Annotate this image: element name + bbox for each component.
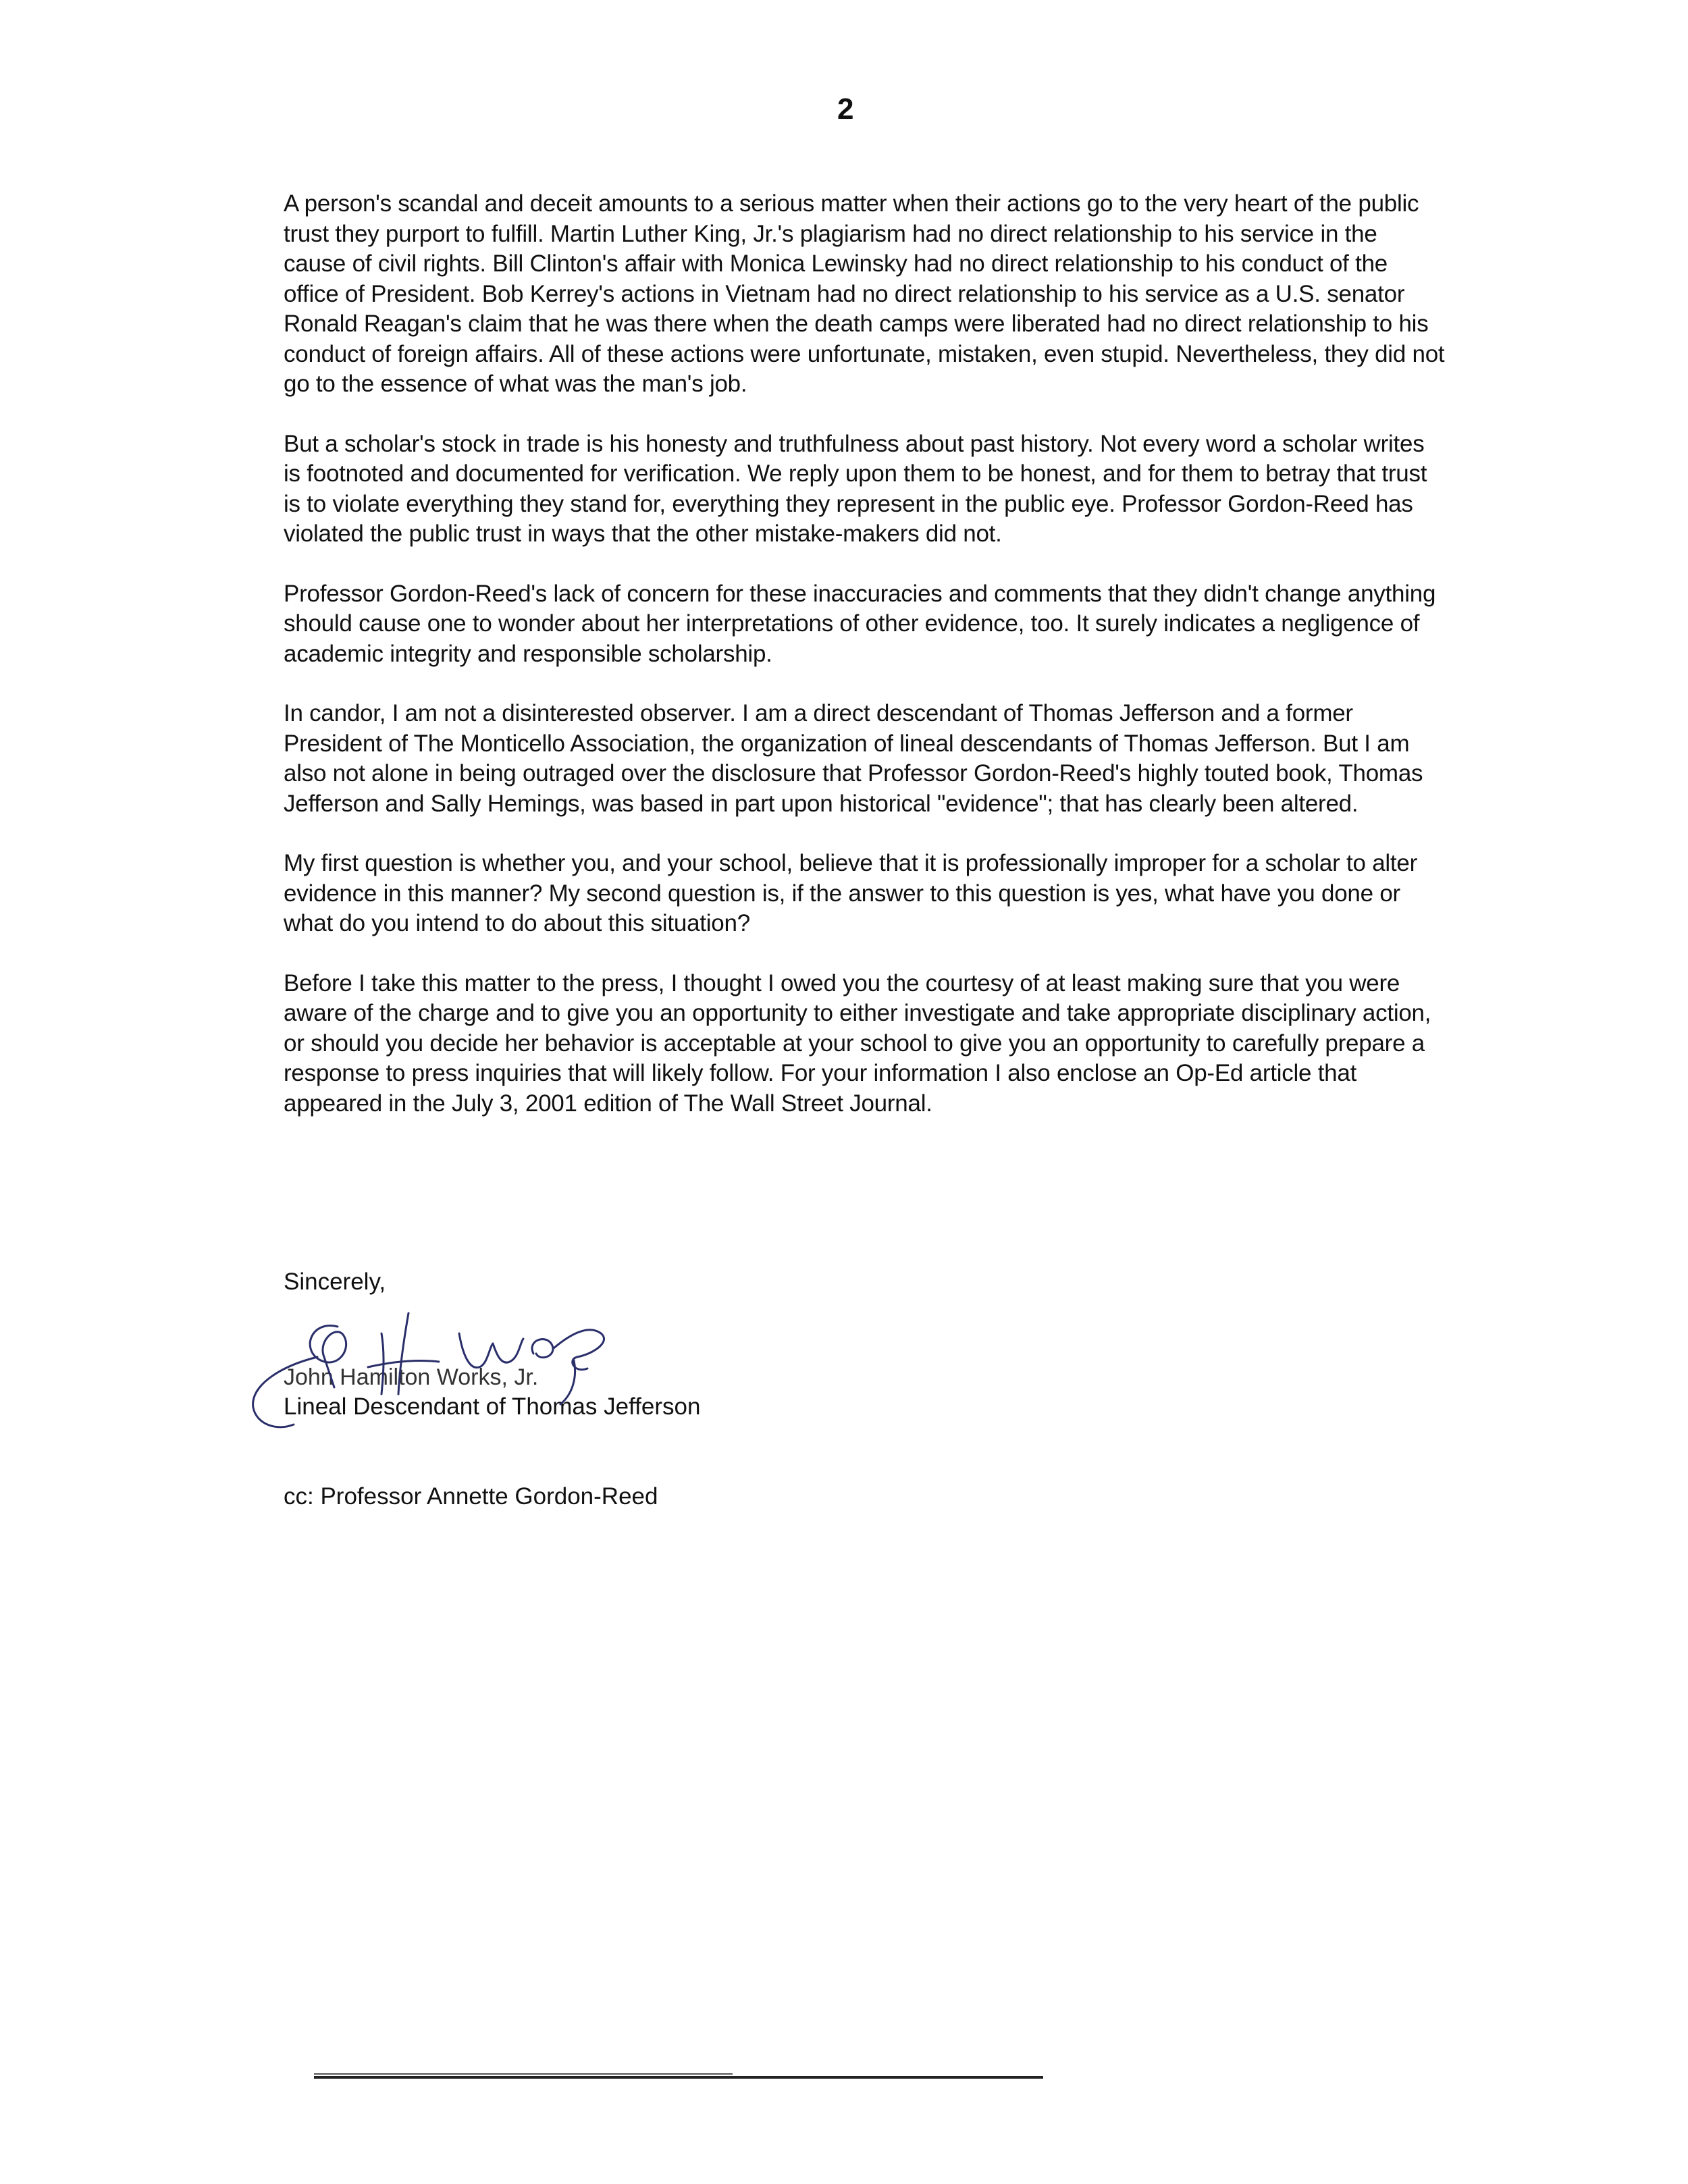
page-number: 2 [837, 92, 854, 126]
handwritten-signature [236, 1286, 655, 1448]
cc-line: cc: Professor Annette Gordon-Reed [284, 1483, 658, 1510]
paragraph-3: Professor Gordon-Reed's lack of concern for these inaccuracies and comments that they didn't change anything should cause one to wonder about her interpretations of other evidence, too. It surely indicates a negligence of academic integrity and responsible scholarship. [284, 580, 1436, 667]
signer-title: Lineal Descendant of Thomas Jefferson [284, 1393, 701, 1420]
paragraph-2: But a scholar's stock in trade is his honesty and truthfulness about past history. Not every word a scholar writes is footnoted and documented for verification. We reply upon them to be honest, and for them to betray that trust is to violate everything they stand for, everything they represent in the public eye. Professor Gordon-Reed has violated the public trust in ways that the other mistake-makers did not. [284, 430, 1427, 547]
paragraph-4: In candor, I am not a disinterested observer. I am a direct descendant of Thomas Jefferson and a former President of The Monticello Association, the organization of lineal descendants of Thomas Jefferson. But I am also not alone in being outraged over the disclosure that Professor Gordon-Reed's highly touted book, Thomas Jefferson and Sally Hemings, was based in part upon historical "evidence"; that has clearly been altered. [284, 700, 1423, 817]
bottom-divider-thin [314, 2073, 733, 2075]
paragraph-1: A person's scandal and deceit amounts to a serious matter when their actions go to the very heart of the public trust they purport to fulfill. Martin Luther King, Jr.'s plagiarism had no direct relationship to his service in the cause of civil rights. Bill Clinton's affair with Monica Lewinsky had no direct relationship to his conduct of the office of President. Bob Kerrey's actions in Vietnam had no direct relationship to his service as a U.S. senator Ronald Reagan's claim that he was there when the death camps were liberated had no direct relationship to his conduct of foreign affairs. All of these actions were unfortunate, mistaken, even stupid. Nevertheless, they did not go to the essence of what was the man's job. [284, 190, 1445, 397]
paragraph-5: My first question is whether you, and your school, believe that it is professionally improper for a scholar to alter evidence in this manner? My second question is, if the answer to this question is yes, what have you done or what do you intend to do about this situation? [284, 850, 1418, 936]
paragraph-6: Before I take this matter to the press, I thought I owed you the courtesy of at least making sure that you were aware of the charge and to give you an opportunity to either investigate and take appropriate disciplinary action, or should you decide her behavior is acceptable at your school to give you an opportunity to carefully prepare a response to press inquiries that will likely follow. For your information I also enclose an Op-Ed article that appeared in the July 3, 2001 edition of The Wall Street Journal. [284, 969, 1431, 1117]
signer-name: John Hamilton Works, Jr. [284, 1364, 539, 1390]
closing-salutation: Sincerely, [284, 1269, 386, 1295]
bottom-divider [314, 2076, 1043, 2079]
letter-body [284, 189, 1445, 1148]
